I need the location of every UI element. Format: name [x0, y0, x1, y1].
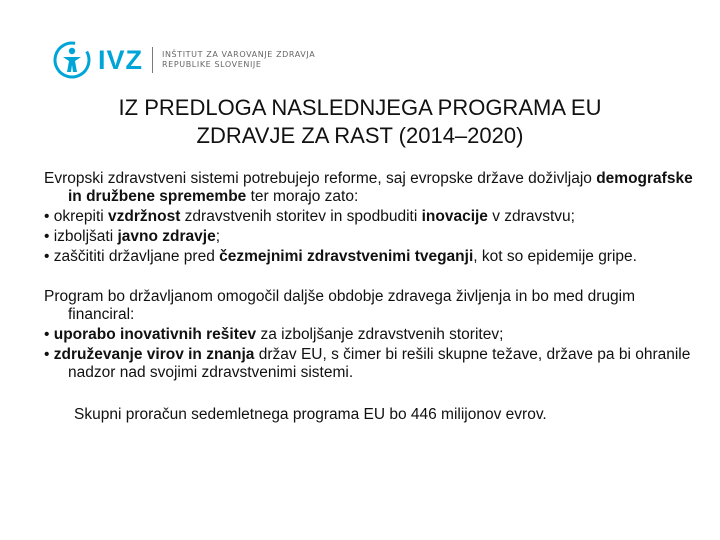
bullet-item [44, 346, 694, 382]
bullet-emphasis: uporabo inovativnih rešitev [53, 326, 257, 343]
bullet-emphasis: čezmejnimi zdravstvenimi tveganji [219, 248, 474, 265]
section-program [44, 288, 694, 382]
bullet-emphasis: združevanje virov in znanja [53, 346, 255, 363]
title-line-1: IZ PREDLOGA NASLEDNJEGA PROGRAMA EU [118, 95, 602, 120]
bullet-text: , kot so epidemije gripe. [473, 248, 637, 265]
title-line-2: ZDRAVJE ZA RAST (2014–2020) [196, 123, 524, 148]
bullet-item [44, 248, 694, 266]
ivz-person-icon [52, 40, 92, 80]
bullet-text: ; [215, 228, 221, 245]
bullet-text: • okrepiti [44, 208, 109, 225]
bullet-text: • [44, 326, 54, 343]
bullet-text: za izboljšanje zdravstvenih storitev; [256, 326, 504, 343]
logo-line-2: REPUBLIKE SLOVENIJE [162, 60, 262, 69]
logo-line-1: INŠTITUT ZA VAROVANJE ZDRAVJA [162, 50, 316, 59]
program-intro: Program bo državljanom omogočil daljše obdobje zdravega življenja in bo med drugim financiral: [44, 288, 636, 323]
bullet-emphasis: javno zdravje [117, 228, 216, 245]
intro-text: Evropski zdravstveni sistemi potrebujejo reforme, saj evropske države doživljajo [44, 170, 597, 187]
section-reforms [44, 170, 694, 266]
bullet-emphasis: inovacije [421, 208, 488, 225]
logo-institute-name [162, 50, 315, 70]
logo-divider [152, 47, 153, 73]
bullet-text: v zdravstvu; [487, 208, 575, 225]
bullet-text: zdravstvenih storitev in spodbuditi [180, 208, 422, 225]
bullet-item [44, 326, 694, 344]
bullet-text: • izboljšati [44, 228, 118, 245]
logo-abbreviation: IVZ [98, 44, 144, 75]
bullet-emphasis: vzdržnost [108, 208, 181, 225]
budget-note: Skupni proračun sedemletnega programa EU bo 446 milijonov evrov. [74, 406, 547, 423]
intro-text-end: ter morajo zato: [246, 188, 359, 205]
bullet-item [44, 228, 694, 246]
bullet-text: • [44, 346, 54, 363]
ivz-logo [52, 38, 315, 82]
slide-title [0, 94, 720, 150]
bullet-text: • zaščititi državljane pred [44, 248, 220, 265]
intro-emphasis: demografske in družbene spremembe [68, 170, 693, 205]
reforms-intro [44, 170, 694, 206]
bullet-item [44, 208, 694, 226]
bullet-text: držav EU, s čimer bi rešili skupne težave, države pa bi ohranile nadzor nad svojimi zdravstvenimi sistemi. [68, 346, 691, 381]
slide-body [44, 170, 694, 440]
